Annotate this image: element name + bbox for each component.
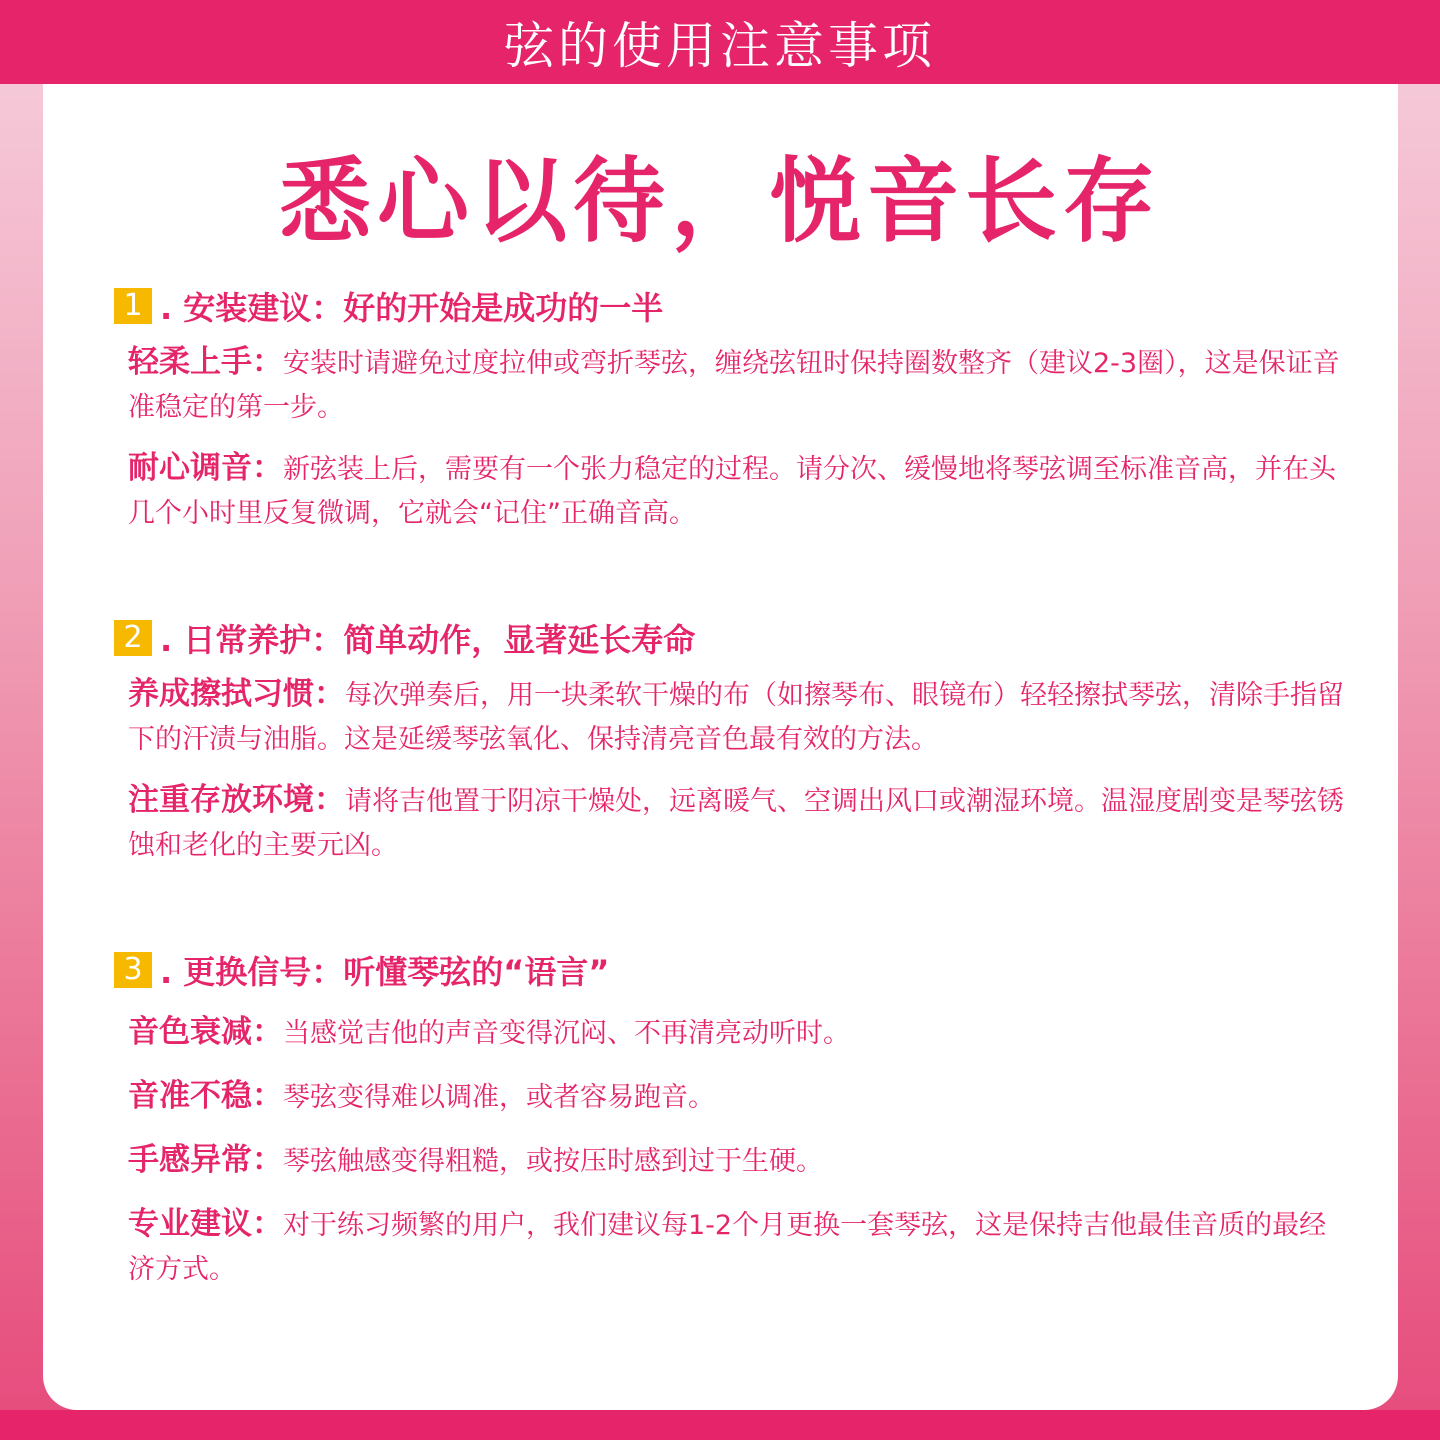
- tip-text: 对于练习频繁的用户，我们建议每1-2个月更换一套琴弦，这是保持吉他最佳音质的最经济方式。: [128, 1210, 1327, 1285]
- tip-item: [128, 1202, 1344, 1292]
- bottom-band: [0, 1410, 1440, 1440]
- section-number-badge: 2: [114, 620, 152, 656]
- tip-item: [128, 778, 1344, 868]
- tip-text: 每次弹奏后，用一块柔软干燥的布（如擦琴布、眼镜布）轻轻擦拭琴弦，清除手指留下的汗渍与油脂。这是延缓琴弦氧化、保持清亮音色最有效的方法。: [128, 680, 1344, 755]
- section-replace: [114, 950, 1344, 1292]
- section-title: . 更换信号：听懂琴弦的“语言”: [160, 953, 610, 991]
- tip-label: 音色衰减：: [128, 1014, 283, 1050]
- tip-label: 手感异常：: [128, 1142, 283, 1178]
- section-heading: [114, 286, 1344, 326]
- header-bar: [0, 0, 1440, 84]
- tip-label: 注重存放环境：: [128, 782, 345, 818]
- section-number-badge: 3: [114, 952, 152, 988]
- section-heading: [114, 618, 1344, 658]
- tip-text: 安装时请避免过度拉伸或弯折琴弦，缠绕弦钮时保持圈数整齐（建议2-3圈），这是保证音准稳定的第一步。: [128, 348, 1340, 423]
- tip-text: 新弦装上后，需要有一个张力稳定的过程。请分次、缓慢地将琴弦调至标准音高，并在头几个小时里反复微调，它就会“记住”正确音高。: [128, 454, 1336, 529]
- page-title: 弦的使用注意事项: [504, 17, 936, 75]
- tip-text: 请将吉他置于阴凉干燥处，远离暖气、空调出风口或潮湿环境。温湿度剧变是琴弦锈蚀和老化的主要元凶。: [128, 786, 1344, 861]
- tip-item: [128, 1138, 1344, 1184]
- tip-label: 音准不稳：: [128, 1078, 283, 1114]
- tip-label: 耐心调音：: [128, 450, 283, 486]
- section-care: [114, 618, 1344, 868]
- section-install: [114, 286, 1344, 536]
- section-number-badge: 1: [114, 288, 152, 324]
- section-title: . 安装建议：好的开始是成功的一半: [160, 289, 664, 327]
- headline: 悉心以待，悦音长存: [278, 148, 1161, 255]
- tip-text: 琴弦触感变得粗糙，或按压时感到过于生硬。: [283, 1146, 823, 1177]
- tip-item: [128, 1074, 1344, 1120]
- tip-text: 琴弦变得难以调准，或者容易跑音。: [283, 1082, 715, 1113]
- tip-label: 专业建议：: [128, 1206, 283, 1242]
- tip-item: [128, 1010, 1344, 1056]
- tip-label: 养成擦拭习惯：: [128, 676, 345, 712]
- section-title: . 日常养护：简单动作，显著延长寿命: [160, 621, 696, 659]
- tip-text: 当感觉吉他的声音变得沉闷、不再清亮动听时。: [283, 1018, 850, 1049]
- section-heading: [114, 950, 1344, 990]
- tip-item: [128, 446, 1344, 536]
- tip-label: 轻柔上手：: [128, 344, 283, 380]
- tip-item: [128, 340, 1344, 430]
- tip-item: [128, 672, 1344, 762]
